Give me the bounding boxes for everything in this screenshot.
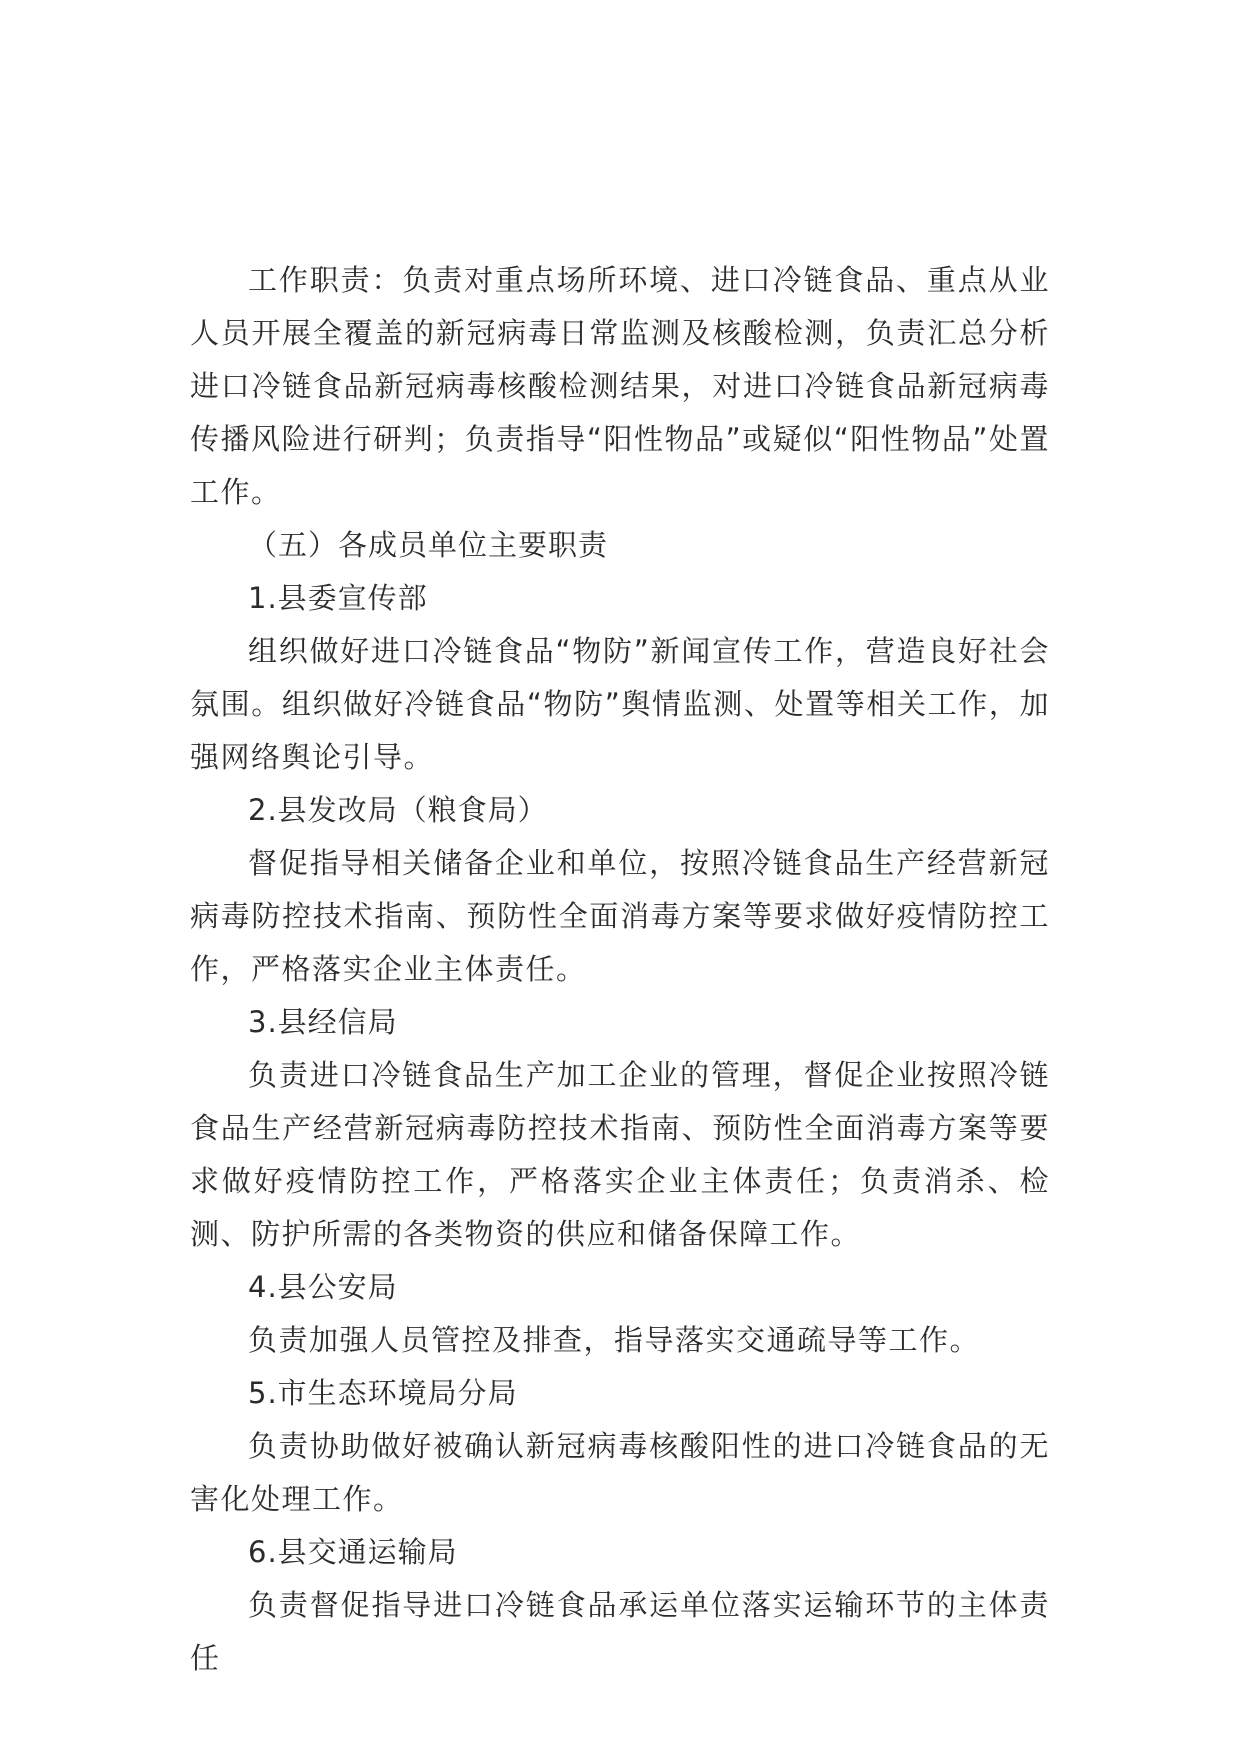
unit-title: 2.县发改局（粮食局） — [248, 793, 548, 827]
unit-body: 组织做好进口冷链食品“物防”新闻宣传工作，营造良好社会氛围。组织做好冷链食品“物防”舆情监测、处置等相关工作，加强网络舆论引导。 — [190, 634, 1050, 774]
section-title: （五）各成员单位主要职责 — [248, 528, 609, 562]
unit-body: 负责进口冷链食品生产加工企业的管理，督促企业按照冷链食品生产经营新冠病毒防控技术指南、预防性全面消毒方案等要求做好疫情防控工作，严格落实企业主体责任；负责消杀、检测、防护所需的各类物资的供应和储备保障工作。 — [190, 1058, 1050, 1251]
intro-paragraph: 工作职责：负责对重点场所环境、进口冷链食品、重点从业人员开展全覆盖的新冠病毒日常监测及核酸检测，负责汇总分析进口冷链食品新冠病毒核酸检测结果，对进口冷链食品新冠病毒传播风险进行研判；负责指导“阳性物品”或疑似“阳性物品”处置工作。 — [190, 263, 1050, 509]
unit-title: 4.县公安局 — [248, 1270, 398, 1304]
unit-body: 负责督促指导进口冷链食品承运单位落实运输环节的主体责任 — [190, 1588, 1050, 1675]
unit-body: 督促指导相关储备企业和单位，按照冷链食品生产经营新冠病毒防控技术指南、预防性全面消毒方案等要求做好疫情防控工作，严格落实企业主体责任。 — [190, 846, 1050, 986]
unit-title: 6.县交通运输局 — [248, 1535, 458, 1569]
unit-title: 1.县委宣传部 — [248, 581, 428, 615]
unit-body: 负责协助做好被确认新冠病毒核酸阳性的进口冷链食品的无害化处理工作。 — [190, 1429, 1050, 1516]
document-body — [190, 254, 1050, 1685]
unit-title: 5.市生态环境局分局 — [248, 1376, 518, 1410]
unit-title: 3.县经信局 — [248, 1005, 398, 1039]
unit-body: 负责加强人员管控及排查，指导落实交通疏导等工作。 — [248, 1323, 981, 1357]
